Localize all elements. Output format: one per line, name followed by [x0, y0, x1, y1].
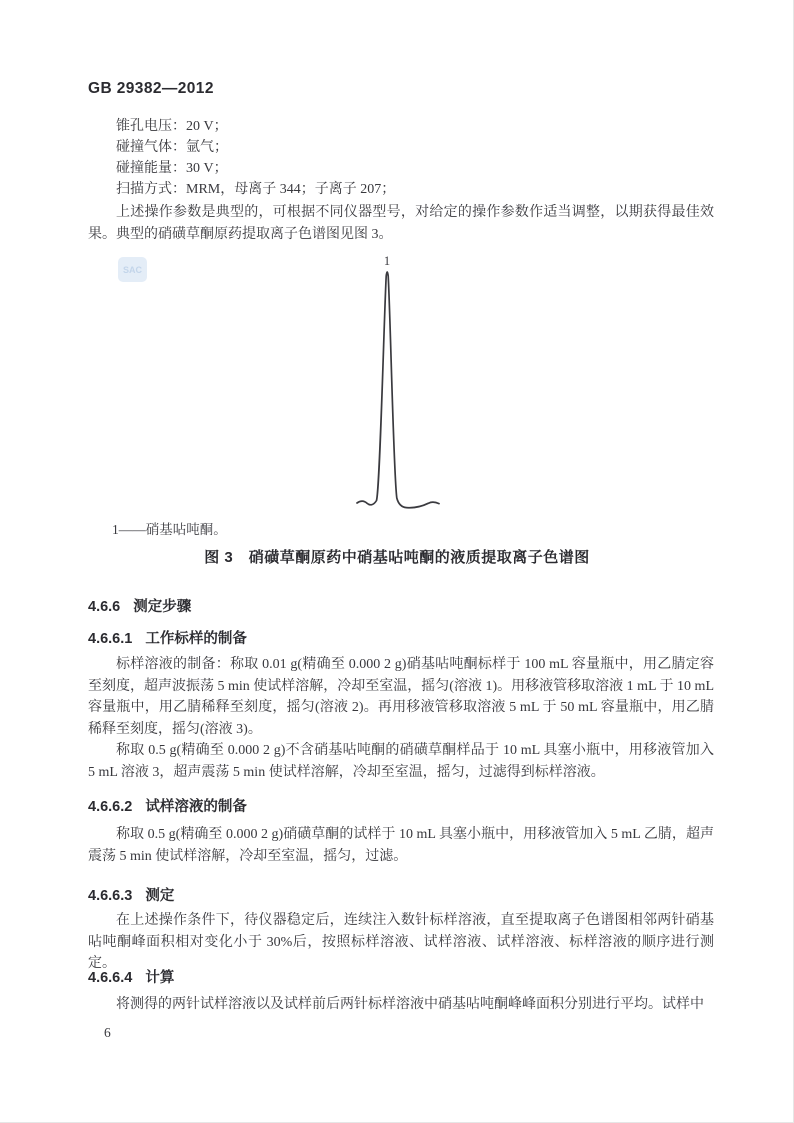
section-title: 计算 — [145, 970, 175, 986]
section-title: 测定 — [145, 888, 175, 904]
section-title: 试样溶液的制备 — [145, 799, 247, 815]
section-heading-4-6-6-4 — [88, 966, 174, 987]
figure-caption: 图 3 硝磺草酮原药中硝基呫吨酮的液质提取离子色谱图 — [204, 549, 590, 566]
standard-number-header: GB 29382—2012 — [88, 80, 214, 97]
section-title: 测定步骤 — [133, 599, 192, 615]
paragraph-test-solution-prep: 称取 0.5 g(精确至 0.000 2 g)硝磺草酮的试样于 10 mL 具塞小瓶中，用移液管加入 5 mL 乙腈，超声震荡 5 min 使试样溶解，冷却至室温，摇匀，过滤。 — [88, 827, 714, 864]
section-number: 4.6.6 — [88, 599, 121, 615]
section-title: 工作标样的制备 — [145, 631, 247, 647]
section-number: 4.6.6.2 — [88, 799, 133, 815]
section-heading-4-6-6 — [88, 595, 191, 616]
chromatogram-figure — [100, 248, 450, 518]
paragraph-standard-sample-prep: 称取 0.5 g(精确至 0.000 2 g)不含硝基呫吨酮的硝磺草酮样品于 10 mL 具塞小瓶中，用移液管加入 5 mL 溶液 3，超声震荡 5 min 使试样溶解，冷却至室温，摇匀，过滤得到标样溶液。 — [88, 743, 714, 780]
intro-paragraph: 上述操作参数是典型的，可根据不同仪器型号，对给定的操作参数作适当调整，以期获得最佳效果。典型的硝磺草酮原药提取离子色谱图见图 3。 — [88, 205, 714, 242]
param-scan-mode: 扫描方式：MRM，母离子 344；子离子 207； — [116, 182, 396, 197]
peak-1-label: 1 — [383, 254, 391, 268]
param-collision-energy: 碰撞能量：30 V； — [116, 161, 228, 176]
instrument-parameter-list — [116, 116, 395, 200]
chromatogram-peak-curve — [357, 272, 439, 508]
paragraph-standard-solution-prep: 标样溶液的制备：称取 0.01 g(精确至 0.000 2 g)硝基呫吨酮标样于 100 mL 容量瓶中，用乙腈定容至刻度，超声波振荡 5 min 使试样溶解，冷却至室温，摇匀(溶液 1)。用移液管移取溶液 1 mL 于 10 mL 容量瓶中，用乙腈稀释至刻度，摇匀(溶液 2)。再用移液管移取溶液 5 mL 于 50 mL 容量瓶中，用乙腈稀释至刻度，摇匀(溶液 3)。 — [88, 657, 714, 737]
sac-watermark-logo: SAC — [118, 257, 147, 282]
section-heading-4-6-6-2 — [88, 795, 247, 816]
section-number: 4.6.6.1 — [88, 631, 133, 647]
section-heading-4-6-6-1 — [88, 627, 247, 648]
param-cone-voltage: 锥孔电压：20 V； — [116, 119, 228, 134]
page-number: 6 — [104, 1025, 111, 1040]
param-collision-gas: 碰撞气体：氩气； — [116, 140, 228, 155]
section-number: 4.6.6.4 — [88, 970, 133, 986]
section-heading-4-6-6-3 — [88, 884, 174, 905]
figure-legend: 1——硝基呫吨酮。 — [112, 522, 227, 537]
paragraph-calculation: 将测得的两针试样溶液以及试样前后两针标样溶液中硝基呫吨酮峰峰面积分别进行平均。试样中 — [116, 997, 704, 1012]
section-number: 4.6.6.3 — [88, 888, 133, 904]
paragraph-determination: 在上述操作条件下，待仪器稳定后，连续注入数针标样溶液，直至提取离子色谱图相邻两针硝基呫吨酮峰面积相对变化小于 30%后，按照标样溶液、试样溶液、试样溶液、标样溶液的顺序进行测定。 — [88, 913, 714, 971]
